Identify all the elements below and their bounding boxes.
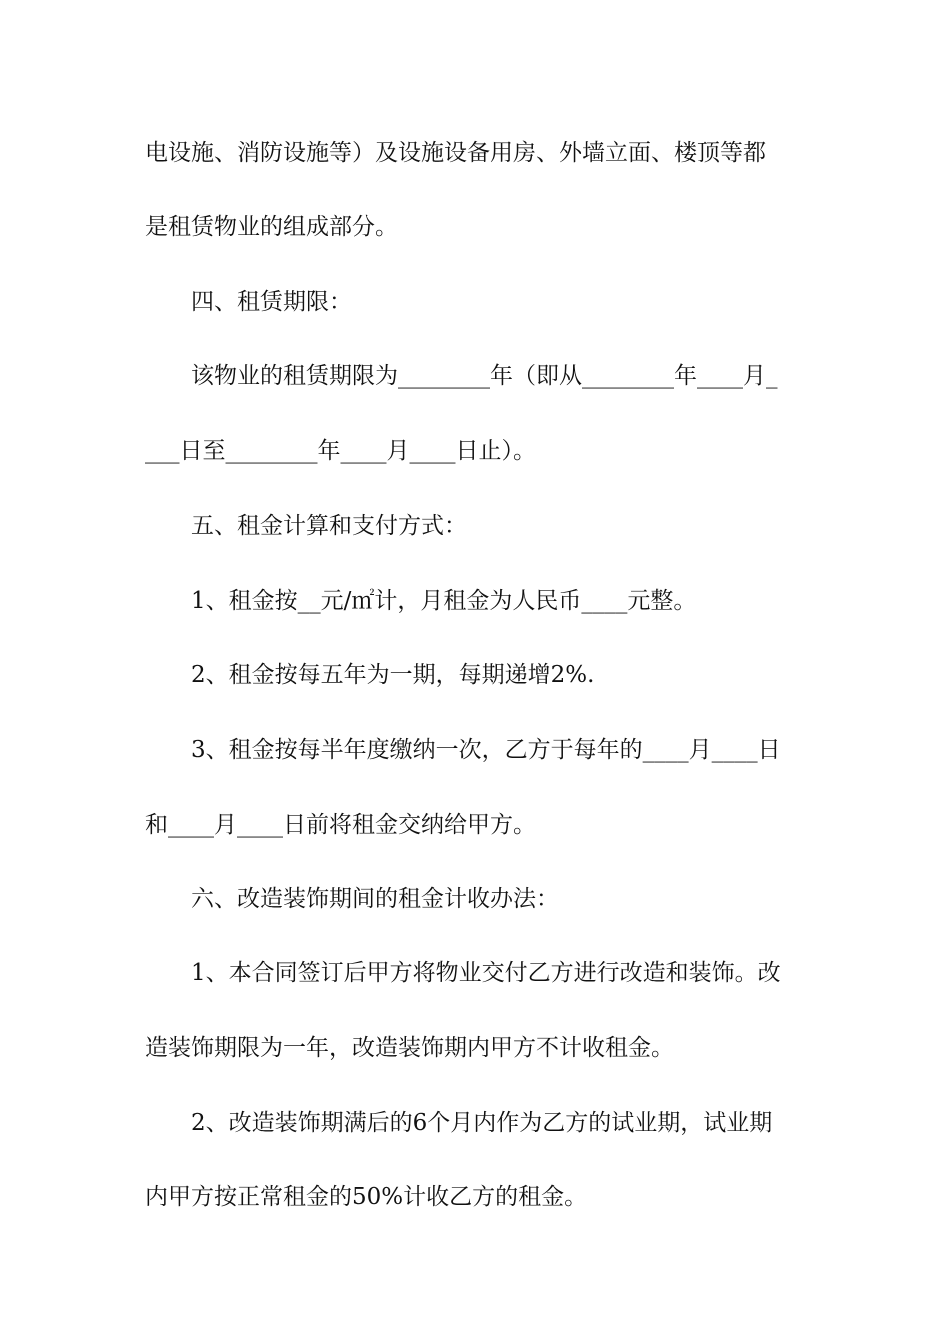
text-line: 电设施、消防设施等）及设施设备用房、外墙立面、楼顶等都: [145, 140, 766, 166]
text-line: 和____月____日前将租金交纳给甲方。: [145, 812, 536, 838]
text-line: 造装饰期限为一年，改造装饰期内甲方不计收租金。: [145, 1035, 674, 1061]
text-line: 1、本合同签订后甲方将物业交付乙方进行改造和装饰。改: [145, 960, 781, 986]
text-line: 是租赁物业的组成部分。: [145, 214, 398, 240]
text-line: 该物业的租赁期限为________年（即从________年____月_: [145, 363, 778, 389]
text-line: ___日至________年____月____日止）。: [145, 438, 536, 464]
section-heading: 四、租赁期限：: [145, 289, 352, 315]
text-line: 1、租金按__元/㎡计，月租金为人民币____元整。: [145, 588, 697, 614]
section-heading: 六、改造装饰期间的租金计收办法：: [145, 886, 559, 912]
text-line: 2、租金按每五年为一期，每期递增2%.: [145, 662, 595, 688]
text-line: 3、租金按每半年度缴纳一次，乙方于每年的____月____日: [145, 737, 781, 763]
text-line: 2、改造装饰期满后的6个月内作为乙方的试业期，试业期: [145, 1110, 773, 1136]
text-line: 内甲方按正常租金的50%计收乙方的租金。: [145, 1184, 588, 1210]
section-heading: 五、租金计算和支付方式：: [145, 513, 467, 539]
